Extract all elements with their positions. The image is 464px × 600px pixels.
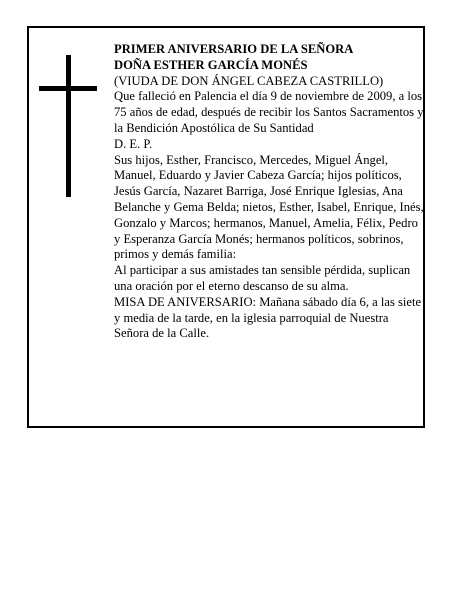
death-paragraph: Que falleció en Palencia el día 9 de noviembre de 2009, a los 75 años de edad, después de recibir los Santos Sacramentos y la Bendición Apostólica de Su Santidad: [114, 89, 424, 135]
obituary-notice: [27, 26, 425, 428]
notice-title-line-2: DOÑA ESTHER GARCÍA MONÉS: [114, 57, 308, 72]
notice-title-line-1: PRIMER ANIVERSARIO DE LA SEÑORA: [114, 42, 354, 56]
notice-text: [114, 42, 424, 342]
cross-vertical-bar: [66, 55, 71, 197]
family-paragraph: Sus hijos, Esther, Francisco, Mercedes, Miguel Ángel, Manuel, Eduardo y Javier Cabeza García; hijos políticos, Jesús García, Nazaret Barriga, José Enrique Iglesias, Ana Belanche y Gema Belda; nietos, Esther, Isabel, Enrique, Inés, Gonzalo y Marcos; hermanos, Manuel, Amelia, Félix, Pedro y Esperanza García Monés; hermanos políticos, sobrinos, primos y demás familia:: [114, 152, 424, 262]
rip-line: D. E. P.: [114, 136, 153, 151]
mass-paragraph: MISA DE ANIVERSARIO: Mañana sábado día 6, a las siete y media de la tarde, en la iglesia parroquial de Nuestra Señora de la Calle.: [114, 294, 422, 341]
request-paragraph: Al participar a sus amistades tan sensible pérdida, suplican una oración por el eterno descanso de su alma.: [114, 263, 411, 293]
widow-line: (VIUDA DE DON ÁNGEL CABEZA CASTRILLO): [114, 73, 384, 88]
cross-horizontal-bar: [39, 86, 97, 91]
